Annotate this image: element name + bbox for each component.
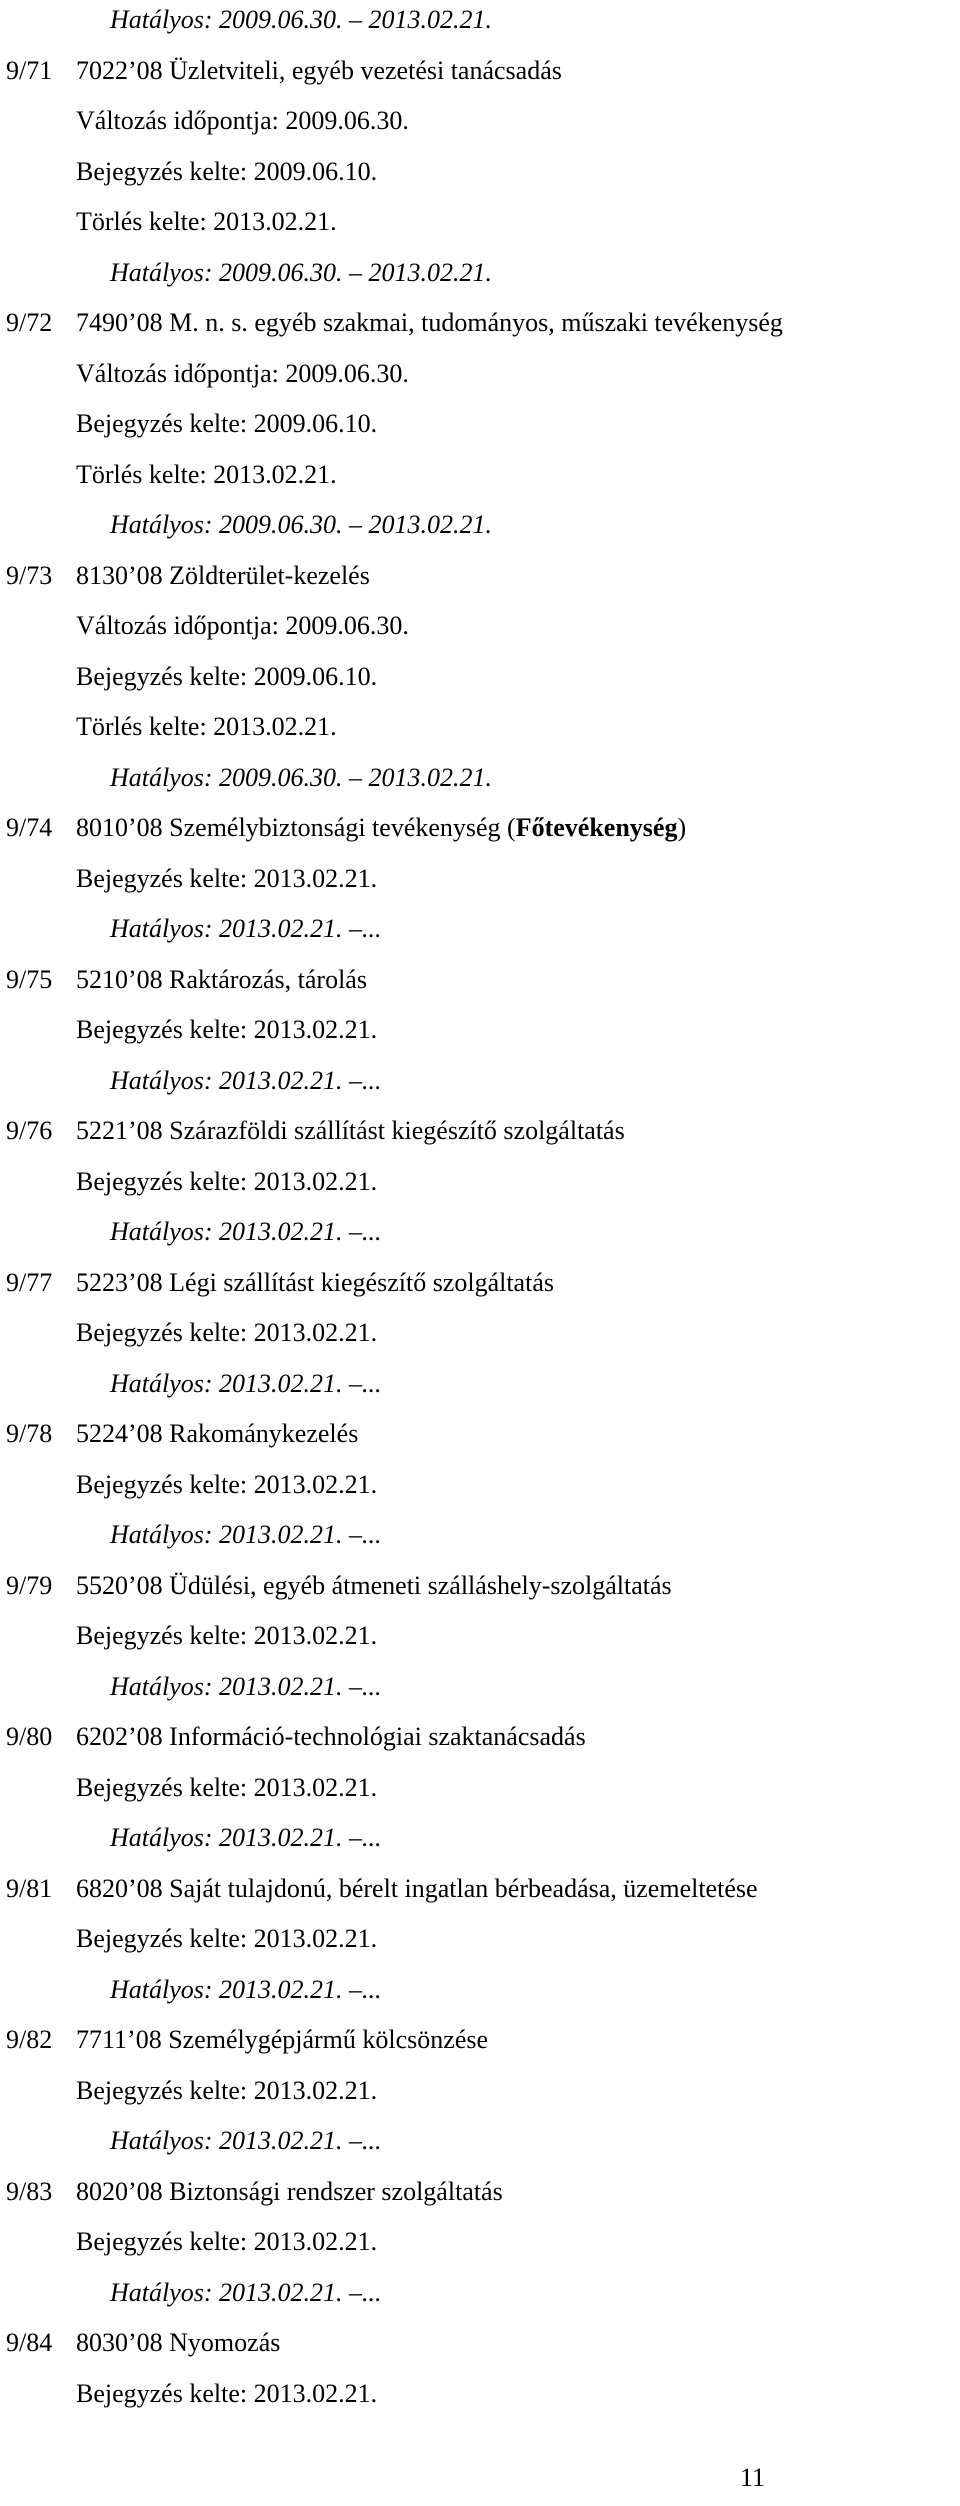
entry-detail: Bejegyzés kelte: 2013.02.21.	[76, 1318, 378, 1347]
entry-heading-text: 8030’08 Nyomozás	[76, 2328, 281, 2357]
entry-detail: Bejegyzés kelte: 2009.06.10.	[76, 157, 378, 186]
entry-number: 9/72	[6, 308, 53, 337]
entry-heading-text: 7022’08 Üzletviteli, egyéb vezetési tanácsadás	[76, 56, 562, 85]
entry-number: 9/74	[6, 813, 53, 842]
entry-hatalyos: Hatályos: 2009.06.30. – 2013.02.21.	[110, 258, 493, 287]
entry-heading-text: 5221’08 Szárazföldi szállítást kiegészítő szolgáltatás	[76, 1116, 625, 1145]
page-number: 11	[740, 2463, 766, 2492]
entry-hatalyos: Hatályos: 2013.02.21. –...	[110, 2126, 382, 2155]
entry-number: 9/83	[6, 2177, 53, 2206]
entry-heading-text: 8010’08 Személybiztonsági tevékenység (	[76, 813, 516, 842]
entry-number: 9/80	[6, 1722, 53, 1751]
entry-number: 9/77	[6, 1268, 53, 1297]
entry-detail: Bejegyzés kelte: 2013.02.21.	[76, 864, 378, 893]
entry-detail: Bejegyzés kelte: 2009.06.10.	[76, 409, 378, 438]
top-hatalyos: Hatályos: 2009.06.30. – 2013.02.21.	[110, 5, 493, 34]
entry-heading	[76, 1873, 758, 1905]
entry-heading	[76, 2024, 488, 2056]
entry-heading	[76, 307, 783, 339]
entry-heading-text: 6202’08 Információ-technológiai szaktanácsadás	[76, 1722, 586, 1751]
entry-heading-text: 7490’08 M. n. s. egyéb szakmai, tudományos, műszaki tevékenység	[76, 308, 783, 337]
entry-detail: Bejegyzés kelte: 2013.02.21.	[76, 1924, 378, 1953]
entry-heading	[76, 812, 686, 844]
entry-hatalyos: Hatályos: 2013.02.21. –...	[110, 1066, 382, 1095]
entry-hatalyos: Hatályos: 2013.02.21. –...	[110, 914, 382, 943]
entry-number: 9/73	[6, 561, 53, 590]
entry-detail: Törlés kelte: 2013.02.21.	[76, 207, 337, 236]
entry-detail: Bejegyzés kelte: 2013.02.21.	[76, 1167, 378, 1196]
entry-hatalyos: Hatályos: 2013.02.21. –...	[110, 1672, 382, 1701]
entry-detail: Bejegyzés kelte: 2013.02.21.	[76, 2227, 378, 2256]
entry-heading-tail: )	[677, 813, 687, 842]
entry-number: 9/79	[6, 1571, 53, 1600]
entry-hatalyos: Hatályos: 2013.02.21. –...	[110, 1369, 382, 1398]
entry-heading	[76, 1115, 625, 1147]
entry-heading	[76, 1267, 554, 1299]
entry-number: 9/76	[6, 1116, 53, 1145]
entry-detail: Bejegyzés kelte: 2013.02.21.	[76, 2076, 378, 2105]
entry-number: 9/78	[6, 1419, 53, 1448]
entry-number: 9/81	[6, 1874, 53, 1903]
entry-detail: Törlés kelte: 2013.02.21.	[76, 712, 337, 741]
entry-heading	[76, 55, 562, 87]
entry-heading-text: 5210’08 Raktározás, tárolás	[76, 965, 367, 994]
entry-hatalyos: Hatályos: 2009.06.30. – 2013.02.21.	[110, 763, 493, 792]
entry-detail: Bejegyzés kelte: 2013.02.21.	[76, 1015, 378, 1044]
entry-detail: Bejegyzés kelte: 2013.02.21.	[76, 1773, 378, 1802]
entry-hatalyos: Hatályos: 2013.02.21. –...	[110, 1823, 382, 1852]
entry-heading-text: 8130’08 Zöldterület-kezelés	[76, 561, 370, 590]
entry-heading	[76, 2176, 503, 2208]
entry-hatalyos: Hatályos: 2013.02.21. –...	[110, 2278, 382, 2307]
entry-detail: Bejegyzés kelte: 2013.02.21.	[76, 2379, 378, 2408]
entry-heading-text: 6820’08 Saját tulajdonú, bérelt ingatlan bérbeadása, üzemeltetése	[76, 1874, 758, 1903]
entry-heading-text: 5223’08 Légi szállítást kiegészítő szolgáltatás	[76, 1268, 554, 1297]
entry-heading	[76, 1721, 586, 1753]
entry-heading	[76, 1570, 672, 1602]
entry-hatalyos: Hatályos: 2013.02.21. –...	[110, 1520, 382, 1549]
entry-heading-bold: Főtevékenység	[515, 813, 678, 842]
entry-detail: Bejegyzés kelte: 2009.06.10.	[76, 662, 378, 691]
entry-hatalyos: Hatályos: 2013.02.21. –...	[110, 1975, 382, 2004]
entry-number: 9/71	[6, 56, 53, 85]
entry-detail: Változás időpontja: 2009.06.30.	[76, 359, 409, 388]
entry-number: 9/75	[6, 965, 53, 994]
entry-heading-text: 7711’08 Személygépjármű kölcsönzése	[76, 2025, 489, 2054]
entry-heading-text: 5224’08 Rakománykezelés	[76, 1419, 359, 1448]
entry-hatalyos: Hatályos: 2009.06.30. – 2013.02.21.	[110, 510, 493, 539]
entry-number: 9/82	[6, 2025, 53, 2054]
entry-heading	[76, 964, 367, 996]
entry-detail: Törlés kelte: 2013.02.21.	[76, 460, 337, 489]
entry-detail: Változás időpontja: 2009.06.30.	[76, 611, 409, 640]
entry-heading-text: 8020’08 Biztonsági rendszer szolgáltatás	[76, 2177, 503, 2206]
entry-hatalyos: Hatályos: 2013.02.21. –...	[110, 1217, 382, 1246]
entry-heading	[76, 1418, 358, 1450]
entry-detail: Változás időpontja: 2009.06.30.	[76, 106, 409, 135]
entry-detail: Bejegyzés kelte: 2013.02.21.	[76, 1470, 378, 1499]
entry-heading	[76, 560, 370, 592]
entry-heading	[76, 2327, 280, 2359]
entry-detail: Bejegyzés kelte: 2013.02.21.	[76, 1621, 378, 1650]
entry-heading-text: 5520’08 Üdülési, egyéb átmeneti szálláshely-szolgáltatás	[76, 1571, 672, 1600]
entry-number: 9/84	[6, 2328, 53, 2357]
